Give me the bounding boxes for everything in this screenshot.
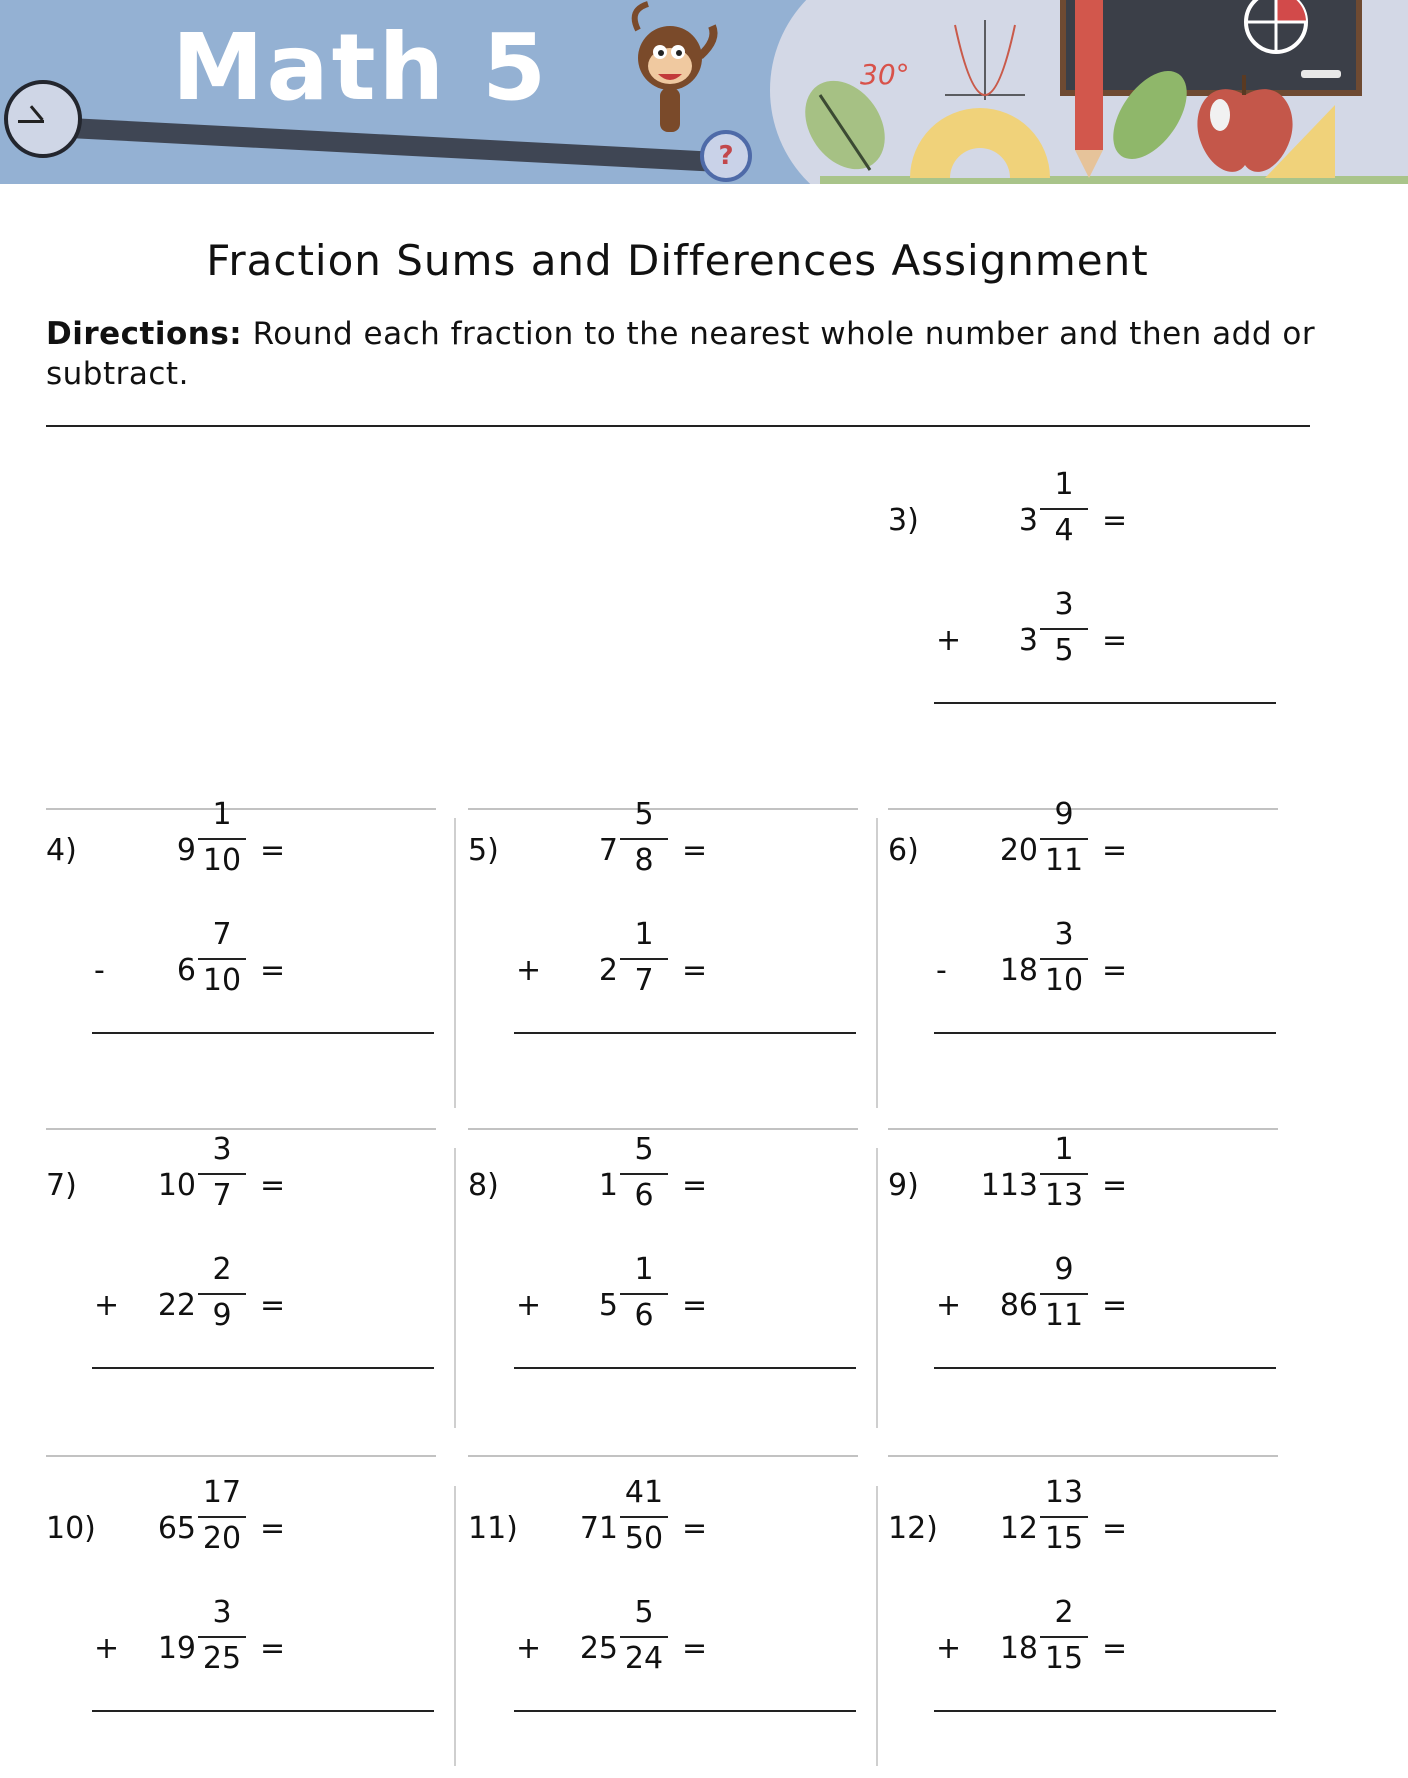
- numerator: 9: [1054, 797, 1074, 832]
- answer-line[interactable]: [514, 1710, 856, 1712]
- page-title: Fraction Sums and Differences Assignment: [206, 236, 1149, 285]
- fraction: [198, 797, 246, 878]
- fraction: [1040, 1132, 1088, 1213]
- equals-sign: =: [1102, 953, 1128, 988]
- fraction-bar: [620, 1516, 668, 1518]
- fraction: [198, 1595, 246, 1676]
- column-divider: [876, 1148, 878, 1428]
- equals-sign: =: [260, 1168, 286, 1203]
- answer-blank[interactable]: [296, 1506, 416, 1546]
- leaf-icon: [1100, 60, 1200, 170]
- directions: [46, 314, 1326, 394]
- whole-number: 3: [1018, 623, 1038, 658]
- equals-sign: =: [1102, 503, 1128, 538]
- fraction-bar: [1040, 838, 1088, 840]
- whole-number: 65: [157, 1511, 196, 1546]
- denominator: 10: [202, 843, 242, 878]
- denominator: 7: [634, 963, 654, 998]
- numerator: 1: [1054, 1132, 1074, 1167]
- denominator: 20: [202, 1521, 242, 1556]
- answer-line[interactable]: [934, 1710, 1276, 1712]
- denominator: 24: [624, 1641, 664, 1676]
- directions-label: Directions:: [46, 316, 243, 352]
- degree-label: 30°: [860, 58, 910, 91]
- fraction: [1040, 797, 1088, 878]
- answer-blank[interactable]: [1138, 1506, 1258, 1546]
- column-divider: [454, 1148, 456, 1428]
- set-square-icon: [1260, 100, 1340, 180]
- equals-sign: =: [682, 1168, 708, 1203]
- problem-number: 12): [888, 1511, 938, 1546]
- fraction: [620, 1475, 668, 1556]
- fraction-bar: [1040, 958, 1088, 960]
- answer-line[interactable]: [92, 1367, 434, 1369]
- answer-blank[interactable]: [718, 1163, 838, 1203]
- equals-sign: =: [1102, 1288, 1128, 1323]
- fraction-bar: [1040, 1293, 1088, 1295]
- cell-separator: [46, 1455, 436, 1457]
- answer-line[interactable]: [934, 1032, 1276, 1034]
- numerator: 1: [1054, 467, 1074, 502]
- fraction: [1040, 587, 1088, 668]
- fraction-bar: [198, 1293, 246, 1295]
- fraction: [198, 1252, 246, 1333]
- answer-blank[interactable]: [718, 1506, 838, 1546]
- fraction-bar: [1040, 1516, 1088, 1518]
- denominator: 10: [202, 963, 242, 998]
- numerator: 1: [212, 797, 232, 832]
- column-divider: [876, 818, 878, 1108]
- whole-number: 71: [579, 1511, 618, 1546]
- operator: +: [936, 1288, 962, 1323]
- equals-sign: =: [682, 953, 708, 988]
- operator: +: [516, 1631, 542, 1666]
- equals-sign: =: [260, 953, 286, 988]
- answer-blank[interactable]: [1138, 498, 1258, 538]
- fraction: [198, 917, 246, 998]
- answer-blank[interactable]: [296, 1626, 416, 1666]
- numerator: 3: [1054, 587, 1074, 622]
- directions-text: Round each fraction to the nearest whole number and then add or subtract.: [46, 316, 1316, 392]
- fraction-bar: [620, 838, 668, 840]
- whole-number: 113: [980, 1168, 1038, 1203]
- fraction-bar: [620, 1173, 668, 1175]
- denominator: 8: [634, 843, 654, 878]
- fraction: [1040, 467, 1088, 548]
- numerator: 3: [212, 1132, 232, 1167]
- graph-icon: [940, 15, 1030, 105]
- column-divider: [876, 1486, 878, 1766]
- operator: -: [94, 953, 105, 988]
- denominator: 15: [1044, 1641, 1084, 1676]
- problem-number: 9): [888, 1168, 919, 1203]
- denominator: 13: [1044, 1178, 1084, 1213]
- operator: +: [94, 1288, 120, 1323]
- equals-sign: =: [1102, 1511, 1128, 1546]
- denominator: 25: [202, 1641, 242, 1676]
- fraction-bar: [198, 1173, 246, 1175]
- operator: +: [936, 623, 962, 658]
- fraction-bar: [620, 1636, 668, 1638]
- problem-number: 7): [46, 1168, 77, 1203]
- operator: +: [94, 1631, 120, 1666]
- denominator: 11: [1044, 843, 1084, 878]
- cell-separator: [46, 1128, 436, 1130]
- equals-sign: =: [260, 1511, 286, 1546]
- denominator: 11: [1044, 1298, 1084, 1333]
- fraction-bar: [620, 1293, 668, 1295]
- problem-number: 4): [46, 833, 77, 868]
- numerator: 3: [212, 1595, 232, 1630]
- equals-sign: =: [260, 833, 286, 868]
- problem-number: 5): [468, 833, 499, 868]
- operator: +: [936, 1631, 962, 1666]
- numerator: 5: [634, 1132, 654, 1167]
- fraction-bar: [198, 838, 246, 840]
- equals-sign: =: [682, 833, 708, 868]
- numerator: 2: [212, 1252, 232, 1287]
- whole-number: 22: [157, 1288, 196, 1323]
- whole-number: 1: [598, 1168, 618, 1203]
- clock-icon: [4, 80, 82, 158]
- answer-line[interactable]: [934, 1367, 1276, 1369]
- answer-blank[interactable]: [296, 1283, 416, 1323]
- whole-number: 19: [157, 1631, 196, 1666]
- numerator: 9: [1054, 1252, 1074, 1287]
- operator: +: [516, 1288, 542, 1323]
- numerator: 2: [1054, 1595, 1074, 1630]
- numerator: 1: [634, 1252, 654, 1287]
- problem-number: 8): [468, 1168, 499, 1203]
- whole-number: 2: [598, 953, 618, 988]
- whole-number: 25: [579, 1631, 618, 1666]
- fraction: [1040, 1595, 1088, 1676]
- equals-sign: =: [682, 1511, 708, 1546]
- fraction-bar: [1040, 508, 1088, 510]
- whole-number: 10: [157, 1168, 196, 1203]
- equals-sign: =: [1102, 1631, 1128, 1666]
- numerator: 5: [634, 797, 654, 832]
- numerator: 7: [212, 917, 232, 952]
- answer-blank[interactable]: [1138, 1163, 1258, 1203]
- equals-sign: =: [1102, 1168, 1128, 1203]
- fraction: [620, 1252, 668, 1333]
- equals-sign: =: [1102, 623, 1128, 658]
- denominator: 15: [1044, 1521, 1084, 1556]
- whole-number: 6: [176, 953, 196, 988]
- denominator: 50: [624, 1521, 664, 1556]
- equals-sign: =: [682, 1631, 708, 1666]
- whole-number: 18: [999, 953, 1038, 988]
- answer-line[interactable]: [92, 1710, 434, 1712]
- whole-number: 18: [999, 1631, 1038, 1666]
- denominator: 4: [1054, 513, 1074, 548]
- answer-blank[interactable]: [718, 1283, 838, 1323]
- problem-number: 6): [888, 833, 919, 868]
- header-divider: [46, 425, 1310, 427]
- fraction: [198, 1132, 246, 1213]
- answer-blank[interactable]: [1138, 618, 1258, 658]
- fraction-bar: [198, 1516, 246, 1518]
- fraction: [620, 1595, 668, 1676]
- numerator: 41: [624, 1475, 664, 1510]
- denominator: 5: [1054, 633, 1074, 668]
- denominator: 7: [212, 1178, 232, 1213]
- denominator: 10: [1044, 963, 1084, 998]
- whole-number: 5: [598, 1288, 618, 1323]
- answer-blank[interactable]: [718, 1626, 838, 1666]
- cell-separator: [468, 1128, 858, 1130]
- protractor-icon: [905, 100, 1055, 180]
- answer-blank[interactable]: [1138, 1283, 1258, 1323]
- fraction: [1040, 917, 1088, 998]
- equals-sign: =: [1102, 833, 1128, 868]
- fraction-bar: [620, 958, 668, 960]
- numerator: 13: [1044, 1475, 1084, 1510]
- fraction: [620, 917, 668, 998]
- answer-blank[interactable]: [718, 948, 838, 988]
- banner-title: Math 5: [172, 14, 550, 121]
- answer-blank[interactable]: [296, 828, 416, 868]
- equals-sign: =: [260, 1288, 286, 1323]
- fraction: [1040, 1475, 1088, 1556]
- problem-number: 3): [888, 503, 919, 538]
- equals-sign: =: [260, 1631, 286, 1666]
- whole-number: 12: [999, 1511, 1038, 1546]
- leaf-icon: [790, 70, 900, 180]
- help-badge-icon: ?: [700, 130, 752, 182]
- fraction-bar: [1040, 1636, 1088, 1638]
- fraction: [620, 797, 668, 878]
- whole-number: 86: [999, 1288, 1038, 1323]
- numerator: 5: [634, 1595, 654, 1630]
- cell-separator: [888, 1128, 1278, 1130]
- numerator: 17: [202, 1475, 242, 1510]
- answer-blank[interactable]: [1138, 1626, 1258, 1666]
- answer-line[interactable]: [934, 702, 1276, 704]
- fraction-bar: [1040, 628, 1088, 630]
- fraction: [620, 1132, 668, 1213]
- whole-number: 7: [598, 833, 618, 868]
- column-divider: [454, 1486, 456, 1766]
- whole-number: 3: [1018, 503, 1038, 538]
- answer-line[interactable]: [514, 1032, 856, 1034]
- whole-number: 9: [176, 833, 196, 868]
- fraction: [1040, 1252, 1088, 1333]
- answer-blank[interactable]: [1138, 828, 1258, 868]
- fraction-bar: [1040, 1173, 1088, 1175]
- whole-number: 20: [999, 833, 1038, 868]
- fraction-bar: [198, 958, 246, 960]
- cell-separator: [888, 1455, 1278, 1457]
- problem-number: 10): [46, 1511, 96, 1546]
- fraction-bar: [198, 1636, 246, 1638]
- column-divider: [454, 818, 456, 1108]
- operator: -: [936, 953, 947, 988]
- equals-sign: =: [682, 1288, 708, 1323]
- header-banner: [0, 0, 1408, 184]
- answer-blank[interactable]: [718, 828, 838, 868]
- denominator: 9: [212, 1298, 232, 1333]
- denominator: 6: [634, 1298, 654, 1333]
- answer-blank[interactable]: [296, 948, 416, 988]
- monkey-icon: [608, 0, 728, 150]
- cell-separator: [468, 1455, 858, 1457]
- operator: +: [516, 953, 542, 988]
- fraction: [198, 1475, 246, 1556]
- answer-blank[interactable]: [1138, 948, 1258, 988]
- denominator: 6: [634, 1178, 654, 1213]
- answer-blank[interactable]: [296, 1163, 416, 1203]
- numerator: 3: [1054, 917, 1074, 952]
- numerator: 1: [634, 917, 654, 952]
- answer-line[interactable]: [92, 1032, 434, 1034]
- answer-line[interactable]: [514, 1367, 856, 1369]
- problem-number: 11): [468, 1511, 518, 1546]
